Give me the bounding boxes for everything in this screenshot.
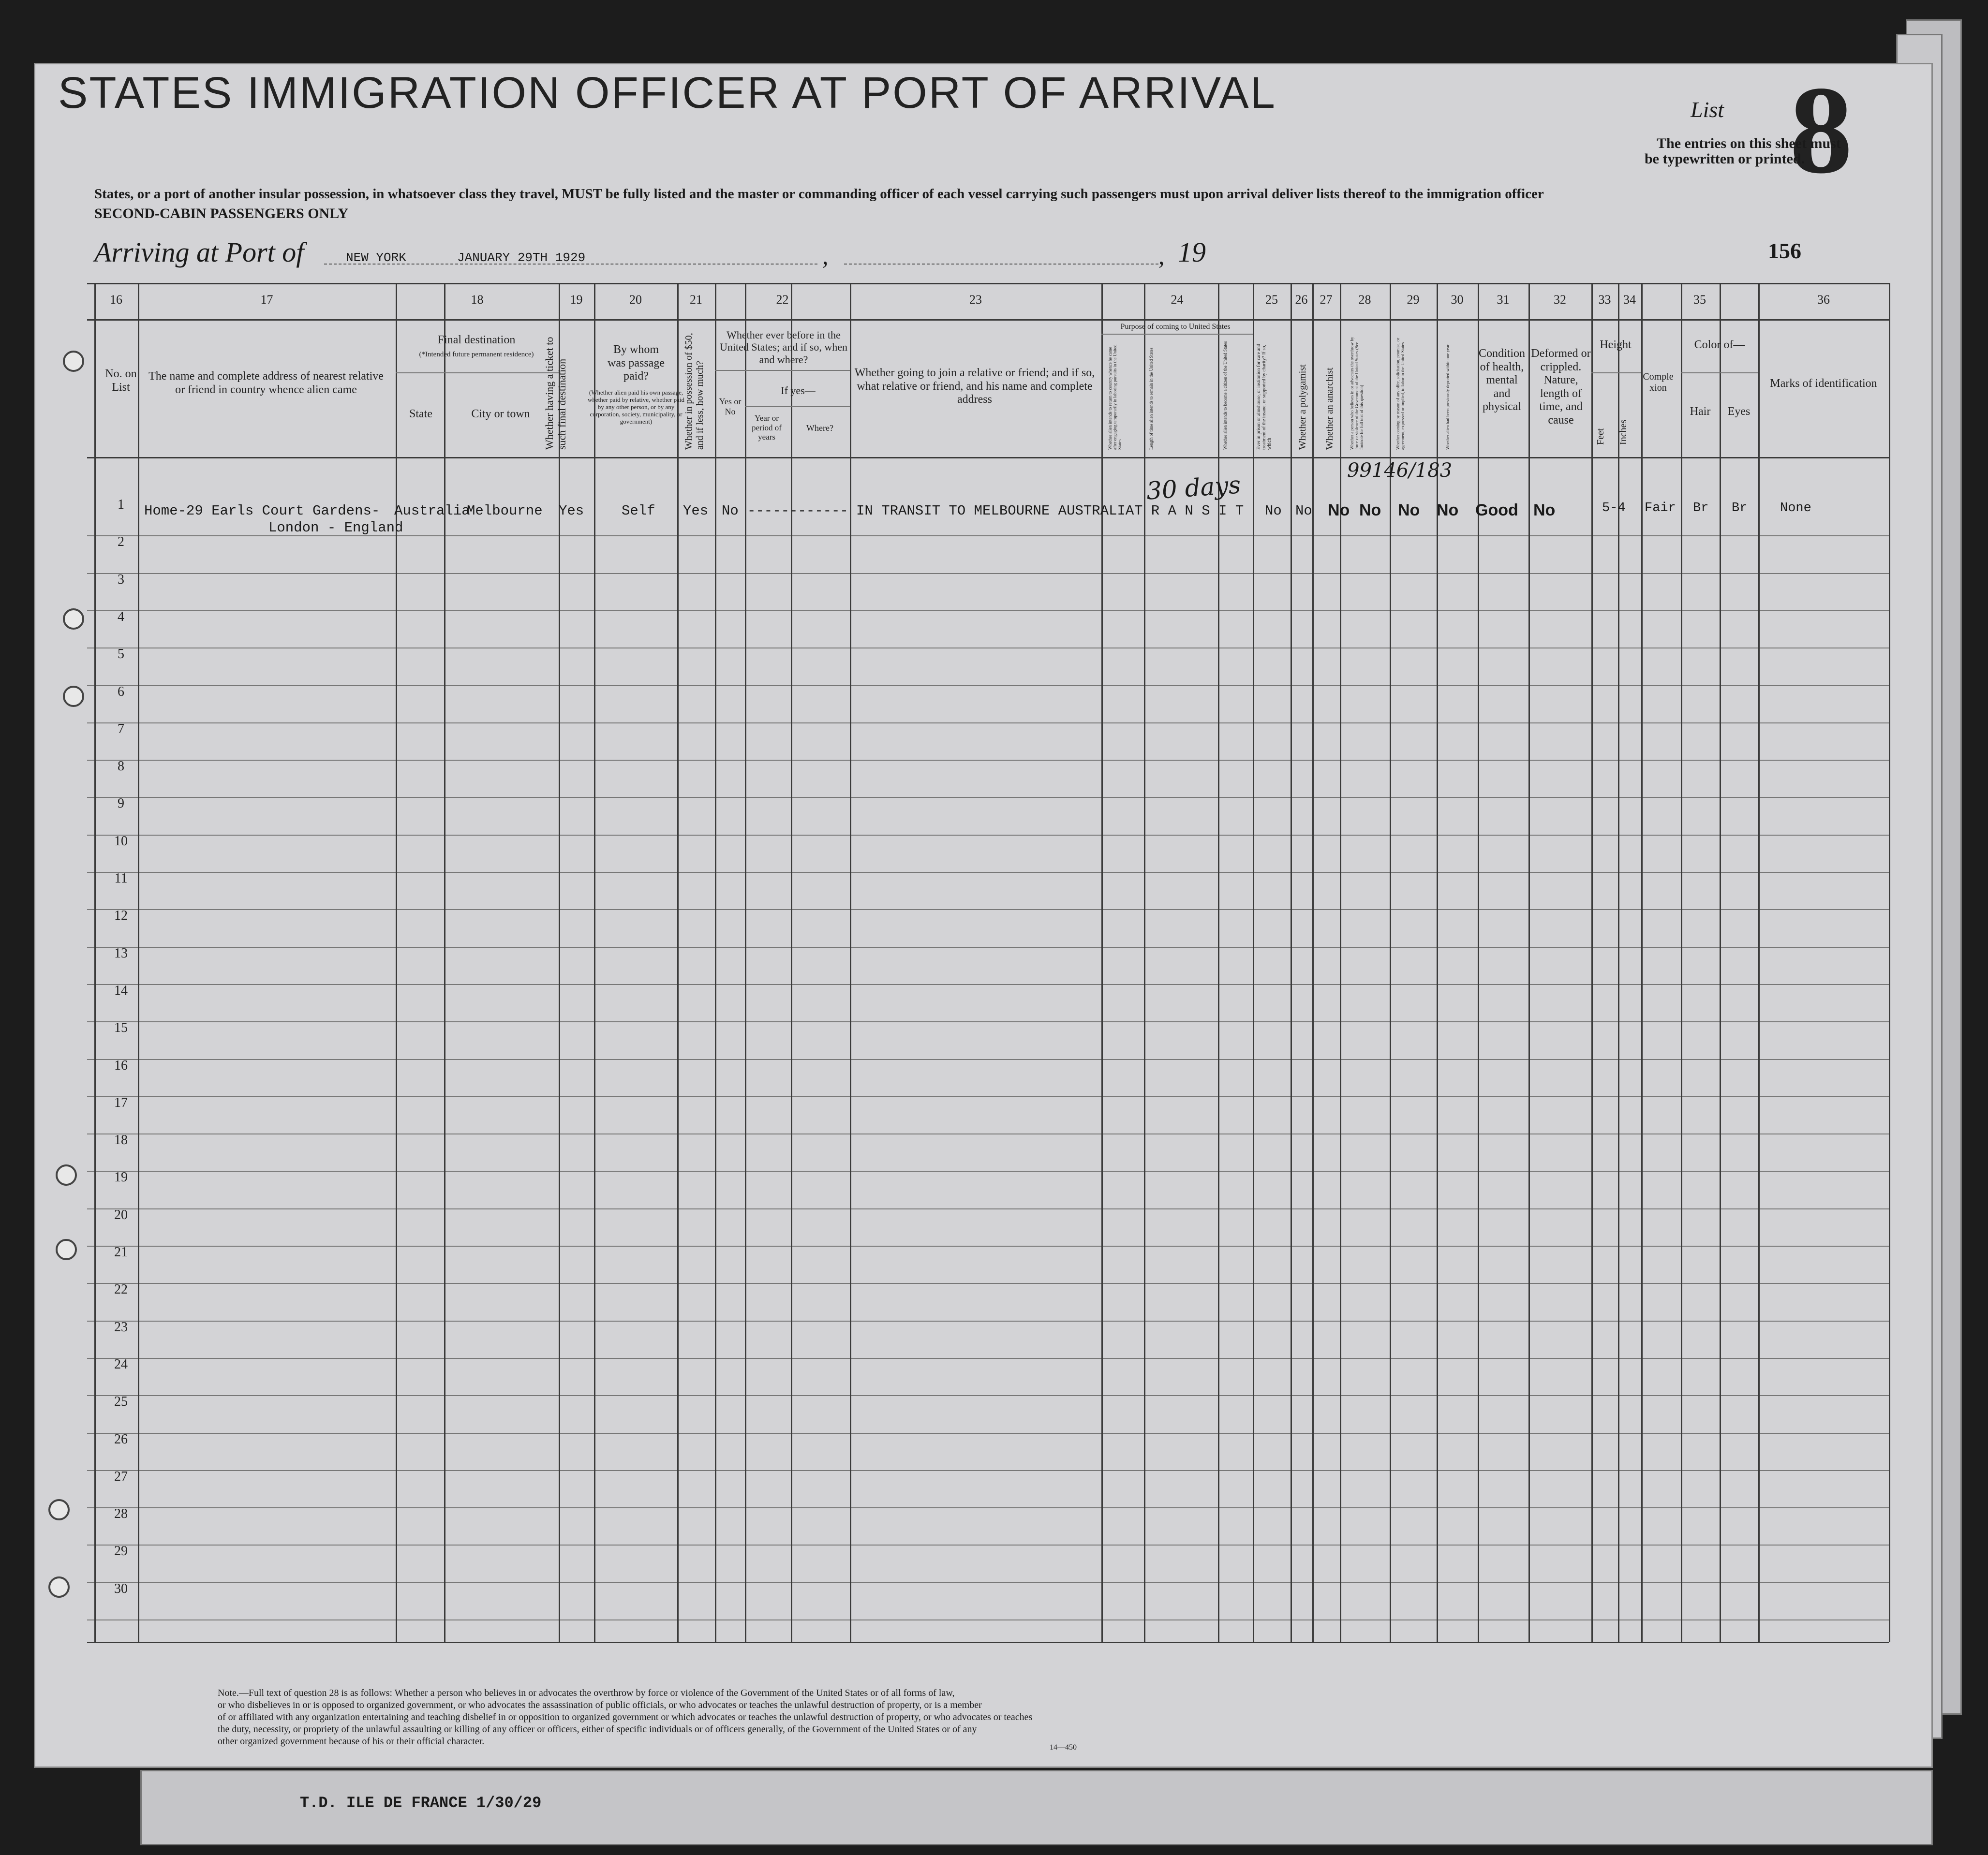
punch-hole bbox=[63, 351, 84, 372]
column-line bbox=[444, 283, 445, 1642]
header-hair: Hair bbox=[1690, 405, 1711, 418]
punch-hole bbox=[56, 1164, 77, 1186]
entry-joining: IN TRANSIT TO MELBOURNE AUSTRALIA bbox=[856, 503, 1134, 519]
column-line bbox=[791, 283, 792, 1642]
entry-duration-handwritten: 30 days bbox=[1145, 471, 1242, 505]
column-number: 34 bbox=[1623, 293, 1636, 307]
column-line bbox=[1641, 283, 1643, 1642]
row-number: 25 bbox=[114, 1394, 128, 1410]
typewritten-note: The entries on this sheet must bbox=[1657, 135, 1841, 151]
column-number: 35 bbox=[1693, 293, 1706, 307]
row-number: 18 bbox=[114, 1133, 128, 1148]
subheader-line bbox=[1101, 334, 1253, 335]
date-underline bbox=[844, 264, 1158, 265]
header-if-yes: If yes— bbox=[781, 384, 816, 397]
row-number: 17 bbox=[114, 1095, 128, 1110]
header-purpose-citizen: Whether alien intends to become a citizen of the United States bbox=[1223, 341, 1228, 450]
subheader-line bbox=[745, 406, 850, 407]
entry-col30: No bbox=[1437, 501, 1459, 519]
row-number: 2 bbox=[118, 534, 124, 550]
header-before-in-us: Whether ever before in the United States; and if so, when and where? bbox=[720, 329, 847, 366]
row-number: 26 bbox=[114, 1431, 128, 1447]
header-labor-offer: Whether coming by reason of any offer, solicitation, promise, or agreement, expressed or implied, to labor in the United States bbox=[1395, 338, 1405, 450]
column-number: 33 bbox=[1598, 293, 1611, 307]
header-relative-address: The name and complete address of nearest relative or friend in country whence alien came bbox=[148, 370, 384, 396]
list-number: 8 bbox=[1790, 60, 1853, 200]
header-state: State bbox=[409, 408, 432, 420]
column-line bbox=[396, 283, 397, 1642]
row-number: 9 bbox=[118, 796, 124, 811]
header-no-on-list: No. on List bbox=[105, 368, 137, 394]
row-number: 27 bbox=[114, 1469, 128, 1484]
column-line bbox=[1758, 283, 1760, 1642]
row-number: 21 bbox=[114, 1245, 128, 1260]
entry-annotation-handwritten: 99146/183 bbox=[1347, 459, 1453, 482]
arriving-label: Arriving at Port of bbox=[94, 236, 304, 268]
column-number: 22 bbox=[776, 293, 789, 307]
header-height: Height bbox=[1600, 339, 1632, 351]
row-number: 7 bbox=[118, 721, 124, 736]
column-line bbox=[850, 283, 851, 1642]
column-number: 30 bbox=[1451, 293, 1464, 307]
column-number: 26 bbox=[1295, 293, 1308, 307]
punch-hole bbox=[48, 1499, 70, 1520]
header-joining-relative: Whether going to join a relative or friend; and if so, what relative or friend, and his name and complete address bbox=[854, 367, 1095, 406]
footnote-line: other organized government because of his or their official character. bbox=[218, 1736, 485, 1747]
row-number: 28 bbox=[114, 1506, 128, 1522]
footnote-line: of or affiliated with any organization entertaining and teaching disbelief in or opposition to organized government or which advocates or teaches the unlawful destruction of property, or who advocates or teaches bbox=[218, 1712, 1033, 1722]
header-identification-marks: Marks of identification bbox=[1770, 377, 1877, 390]
typewritten-note: be typewritten or printed. bbox=[1645, 151, 1805, 167]
column-line bbox=[677, 283, 679, 1642]
footnote-line: Note.—Full text of question 28 is as follows: Whether a person who believes in or advocates the overthrow by force or violence of the Government of the United States or of all forms of law, bbox=[218, 1688, 955, 1698]
column-number: 16 bbox=[110, 293, 122, 307]
page-title: STATES IMMIGRATION OFFICER AT PORT OF ARRIVAL bbox=[58, 68, 1276, 118]
row-number: 13 bbox=[114, 945, 128, 961]
row-number: 6 bbox=[118, 684, 124, 699]
column-number: 25 bbox=[1265, 293, 1278, 307]
header-passage-paid: By whom was passage paid? bbox=[608, 343, 665, 383]
column-line bbox=[1720, 283, 1721, 1642]
column-number: 36 bbox=[1817, 293, 1830, 307]
header-purpose: Purpose of coming to United States bbox=[1120, 323, 1231, 331]
class-line: SECOND-CABIN PASSENGERS ONLY bbox=[94, 206, 349, 221]
entry-state: Australia bbox=[394, 503, 470, 519]
column-line bbox=[1889, 283, 1890, 1642]
row-number: 23 bbox=[114, 1319, 128, 1335]
column-line bbox=[1101, 283, 1103, 1642]
header-city: City or town bbox=[471, 408, 530, 420]
column-line bbox=[1144, 283, 1145, 1642]
entry-eyes: Br bbox=[1732, 501, 1748, 515]
header-color-of: Color of— bbox=[1694, 339, 1745, 351]
header-passage-note: (Whether alien paid his own passage, whether paid by relative, whether paid by any other person, or by any corporation, society, municipality, or government) bbox=[588, 389, 684, 425]
header-ticket: Whether having a ticket to such final destination bbox=[543, 337, 568, 450]
row-number: 10 bbox=[114, 833, 128, 849]
column-number: 23 bbox=[969, 293, 982, 307]
entry-col25: No bbox=[1265, 503, 1282, 519]
header-anarchist: Whether an anarchist bbox=[1324, 368, 1335, 450]
header-health: Condition of health, mental and physical bbox=[1478, 347, 1525, 413]
column-number: 27 bbox=[1320, 293, 1333, 307]
header-inches: Inches bbox=[1618, 419, 1629, 445]
column-line bbox=[1340, 283, 1341, 1642]
row-number: 15 bbox=[114, 1020, 128, 1036]
entry-marks: None bbox=[1780, 501, 1811, 515]
column-line bbox=[1618, 283, 1619, 1642]
entry-complexion: Fair bbox=[1645, 501, 1676, 515]
column-number: 20 bbox=[629, 293, 642, 307]
row-number: 30 bbox=[114, 1581, 128, 1596]
entry-col29: No bbox=[1398, 501, 1420, 519]
column-line bbox=[1591, 283, 1593, 1642]
column-line bbox=[1681, 283, 1682, 1642]
column-number: 28 bbox=[1358, 293, 1371, 307]
row-number: 1 bbox=[118, 497, 124, 512]
entry-col27: No bbox=[1328, 501, 1350, 519]
sheet-number: 156 bbox=[1768, 238, 1801, 263]
column-number: 24 bbox=[1171, 293, 1184, 307]
column-number: 31 bbox=[1497, 293, 1510, 307]
column-number: 17 bbox=[260, 293, 273, 307]
column-number: 32 bbox=[1554, 293, 1566, 307]
row-number: 5 bbox=[118, 647, 124, 662]
subheader-line bbox=[715, 370, 850, 371]
entry-has-50: Yes bbox=[683, 503, 709, 519]
date-value: JANUARY 29TH 1929 bbox=[457, 250, 586, 265]
entry-hair: Br bbox=[1693, 501, 1709, 515]
header-where: Where? bbox=[806, 423, 833, 433]
entry-height: 5-4 bbox=[1602, 501, 1626, 515]
entry-before-in-us: No bbox=[722, 503, 739, 519]
column-line bbox=[745, 283, 746, 1642]
column-number: 18 bbox=[471, 293, 484, 307]
entry-health: Good bbox=[1475, 501, 1518, 519]
header-feet: Feet bbox=[1595, 428, 1606, 445]
column-line bbox=[715, 283, 716, 1642]
row-number: 24 bbox=[114, 1356, 128, 1372]
header-eyes: Eyes bbox=[1727, 405, 1751, 418]
entry-ticket: Yes bbox=[559, 503, 584, 519]
header-final-destination: Final destination bbox=[437, 334, 516, 346]
header-deformed: Deformed or crippled. Nature, length of time, and cause bbox=[1531, 347, 1591, 427]
header-deported: Whether alien had been previously deported within one year bbox=[1445, 344, 1450, 450]
row-number: 14 bbox=[114, 983, 128, 998]
row-number: 29 bbox=[114, 1544, 128, 1559]
column-line bbox=[559, 283, 560, 1642]
column-line bbox=[1478, 283, 1479, 1642]
entry-city: Melbourne bbox=[467, 503, 543, 519]
comma: , bbox=[1158, 242, 1165, 269]
header-purpose-length: Length of time alien intends to remain in the United States bbox=[1149, 348, 1154, 450]
column-line bbox=[594, 283, 595, 1642]
entry-before-dashes: ------------ bbox=[747, 503, 848, 519]
column-line bbox=[1253, 283, 1254, 1642]
bottom-stamp: T.D. ILE DE FRANCE 1/30/29 bbox=[300, 1794, 542, 1812]
entry-passage-paid: Self bbox=[622, 503, 655, 519]
punch-hole bbox=[63, 608, 84, 630]
column-number: 19 bbox=[570, 293, 583, 307]
row-number: 20 bbox=[114, 1207, 128, 1222]
column-number: 21 bbox=[690, 293, 702, 307]
header-year: Year or period of years bbox=[752, 413, 782, 442]
header-polygamist: Whether a polygamist bbox=[1297, 364, 1308, 450]
entry-relative-address: Home-29 Earls Court Gardens- bbox=[144, 503, 380, 519]
subheader-line bbox=[1681, 372, 1758, 373]
entry-relative-address-2: London - England bbox=[268, 520, 403, 536]
column-line bbox=[1528, 283, 1530, 1642]
header-possession-50: Whether in possession of $50, and if less, how much? bbox=[683, 333, 705, 450]
manifest-sheet bbox=[34, 63, 1933, 1768]
form-number: 14—450 bbox=[1050, 1743, 1077, 1752]
subheader-line bbox=[396, 372, 559, 373]
row-number: 3 bbox=[118, 572, 124, 587]
port-value: NEW YORK bbox=[346, 250, 406, 265]
entry-deformed: No bbox=[1533, 501, 1556, 519]
year-prefix: 19 bbox=[1178, 236, 1206, 268]
punch-hole bbox=[63, 686, 84, 707]
row-number: 8 bbox=[118, 759, 124, 774]
header-overthrow: Whether a person who believes in or advocates the overthrow by force or violence of the Government of the United States (See footnote for full text of this question) bbox=[1350, 337, 1364, 450]
footnote-line: or who disbelieves in or is opposed to organized government, or who advocates the assassination of public officials, or who advocates or teaches the unlawful destruction of property, or is a member bbox=[218, 1700, 982, 1710]
comma: , bbox=[822, 242, 829, 269]
header-complexion: Complexion bbox=[1643, 371, 1674, 393]
punch-hole bbox=[56, 1239, 77, 1260]
subheader-line bbox=[1591, 372, 1641, 373]
table-bottom-line bbox=[87, 1642, 1889, 1643]
row-number: 11 bbox=[114, 871, 128, 886]
row-number: 19 bbox=[114, 1170, 128, 1185]
entry-purpose: T R A N S I T bbox=[1134, 503, 1244, 519]
row-number: 12 bbox=[114, 908, 128, 924]
column-line bbox=[1437, 283, 1438, 1642]
header-purpose-return: Whether alien intends to return to country whence he came after engaging temporarily in laboring pursuits in the United States bbox=[1108, 344, 1122, 450]
header-final-destination-note: (*Intended future permanent residence) bbox=[419, 351, 534, 358]
footnote-line: the duty, necessity, or propriety of the unlawful assaulting or killing of any officer or officers, either of specific individuals or of officers generally, of the Government of the United States or of any bbox=[218, 1724, 977, 1735]
column-line bbox=[1312, 283, 1314, 1642]
punch-hole bbox=[48, 1576, 70, 1598]
list-label: List bbox=[1691, 97, 1724, 122]
instructions-text: States, or a port of another insular possession, in whatsoever class they travel, MUST be fully listed and the master or commanding officer of each vessel carrying such passengers must upon arrival deliver lists thereof to the immigration officer bbox=[94, 186, 1544, 202]
row-number: 4 bbox=[118, 609, 124, 624]
column-line bbox=[1291, 283, 1292, 1642]
entry-col26: No bbox=[1295, 503, 1312, 519]
column-number: 29 bbox=[1407, 293, 1420, 307]
header-prison: Ever in prison or almshouse, or institution for care and treatment of the insane, or supported by charity? If so, which bbox=[1256, 344, 1272, 450]
column-line bbox=[1390, 283, 1391, 1642]
header-yes-no: Yes or No bbox=[719, 397, 742, 416]
row-number: 16 bbox=[114, 1058, 128, 1073]
entry-col28: No bbox=[1359, 501, 1381, 519]
row-number: 22 bbox=[114, 1282, 128, 1297]
